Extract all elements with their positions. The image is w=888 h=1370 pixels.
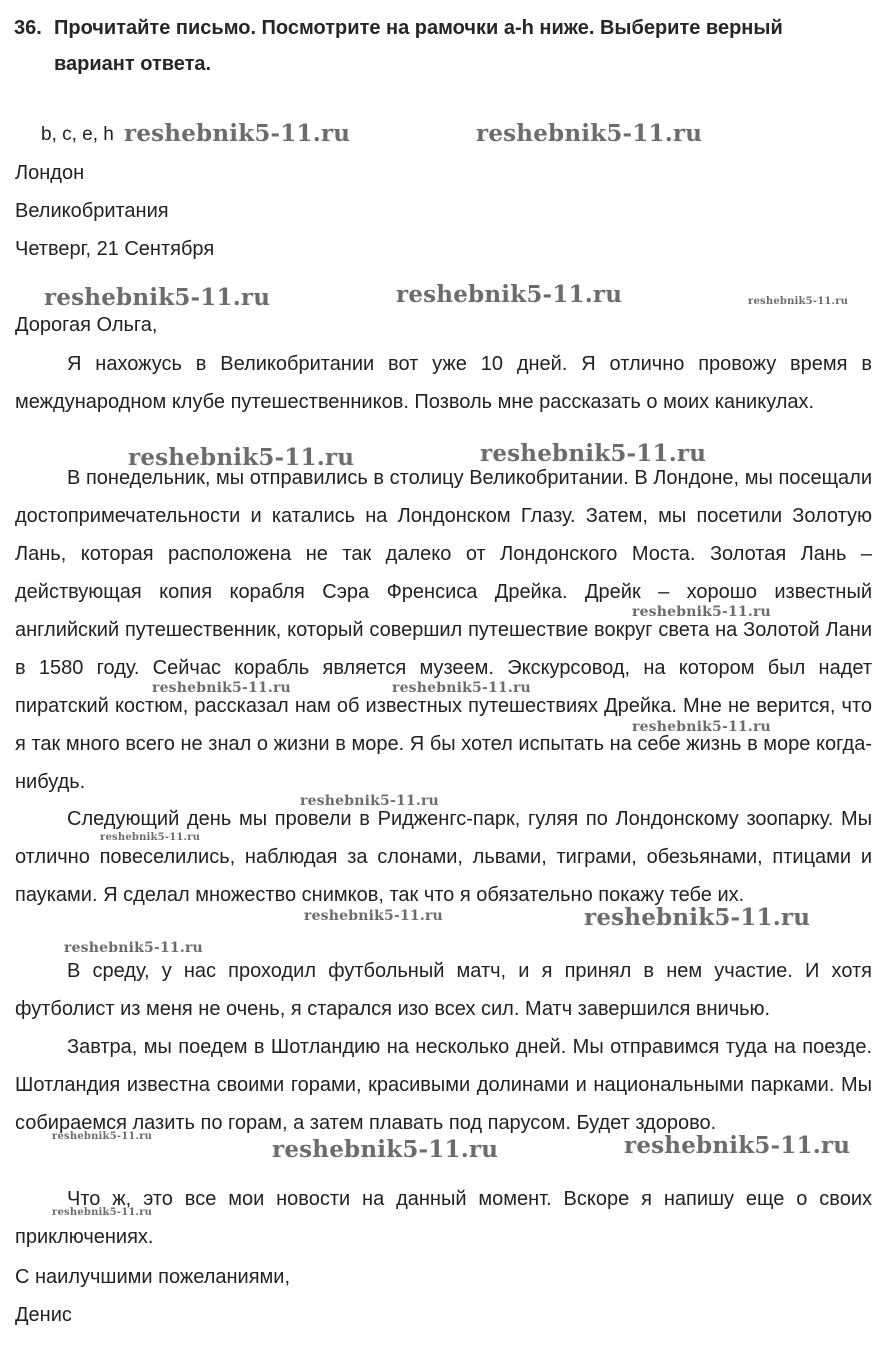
watermark: reshebnik5-11.ru xyxy=(128,444,355,471)
letter-closing: С наилучшими пожеланиями, xyxy=(15,1266,291,1288)
letter-paragraph-3: Следующий день мы провели в Ридженгс-парк, гуляя по Лондонскому зоопарку. Мы отлично повеселились, наблюдая за слонами, львами, тиграми, обезьянами, птицами и пауками. Я сделал множество снимков, так что я обязательно покажу тебе их. xyxy=(15,808,872,906)
watermark: reshebnik5-11.ru xyxy=(624,1132,851,1159)
watermark: reshebnik5-11.ru xyxy=(152,680,291,696)
watermark: reshebnik5-11.ru xyxy=(64,940,203,956)
watermark: reshebnik5-11.ru xyxy=(392,680,531,696)
watermark: reshebnik5-11.ru xyxy=(100,832,201,843)
watermark: reshebnik5-11.ru xyxy=(748,296,849,307)
task-instruction-line2: вариант ответа. xyxy=(54,53,212,75)
watermark: reshebnik5-11.ru xyxy=(124,120,351,147)
letter-country: Великобритания xyxy=(15,200,169,222)
task-instruction-line1: Прочитайте письмо. Посмотрите на рамочки a-h ниже. Выберите верный xyxy=(54,17,783,39)
letter-paragraph-4: В среду, у нас проходил футбольный матч, и я принял в нем участие. И хотя футболист из меня не очень, я старался изо всех сил. Матч завершился вничью. xyxy=(15,960,872,1020)
letter-paragraph-6: Что ж, это все мои новости на данный момент. Вскоре я напишу еще о своих приключениях. xyxy=(15,1188,872,1248)
task-heading xyxy=(14,10,876,82)
watermark: reshebnik5-11.ru xyxy=(396,281,623,308)
watermark: reshebnik5-11.ru xyxy=(304,908,443,924)
watermark: reshebnik5-11.ru xyxy=(632,719,771,735)
watermark: reshebnik5-11.ru xyxy=(584,904,811,931)
watermark: reshebnik5-11.ru xyxy=(272,1136,499,1163)
letter-greeting: Дорогая Ольга, xyxy=(15,314,158,336)
task-number: 36. xyxy=(14,17,42,39)
watermark: reshebnik5-11.ru xyxy=(52,1131,153,1142)
letter-paragraph-2: В понедельник, мы отправились в столицу Великобритании. В Лондоне, мы посещали достопримечательности и катались на Лондонском Глазу. Затем, мы посетили Золотую Лань, которая расположена не так далеко от Лондонского Моста. Золотая Лань – действующая копия корабля Сэра Френсиса Дрейка. Дрейк – хорошо известный английский путешественник, который совершил путешествие вокруг света на Золотой Лани в 1580 году. Сейчас корабль является музеем. Экскурсовод, на котором был надет пиратский костюм, рассказал нам об известных путешествиях Дрейка. Мне не верится, что я так много всего не знал о жизни в море. Я бы хотел испытать на себе жизнь в море когда-нибудь. xyxy=(15,467,872,793)
letter-city: Лондон xyxy=(15,162,85,184)
watermark: reshebnik5-11.ru xyxy=(632,604,771,620)
watermark: reshebnik5-11.ru xyxy=(480,440,707,467)
watermark: reshebnik5-11.ru xyxy=(44,284,271,311)
letter-date: Четверг, 21 Сентября xyxy=(15,238,215,260)
watermark: reshebnik5-11.ru xyxy=(476,120,703,147)
letter-paragraph-1: Я нахожусь в Великобритании вот уже 10 дней. Я отлично провожу время в международном клубе путешественников. Позволь мне рассказать о моих каникулах. xyxy=(15,353,872,413)
watermark: reshebnik5-11.ru xyxy=(52,1207,153,1218)
letter-signature: Денис xyxy=(15,1304,72,1326)
answer-text: b, c, e, h xyxy=(41,124,114,145)
letter-paragraph-5: Завтра, мы поедем в Шотландию на несколько дней. Мы отправимся туда на поезде. Шотландия известна своими горами, красивыми долинами и национальными парками. Мы собираемся лазить по горам, а затем плавать под парусом. Будет здорово. xyxy=(15,1036,872,1134)
watermark: reshebnik5-11.ru xyxy=(300,793,439,809)
